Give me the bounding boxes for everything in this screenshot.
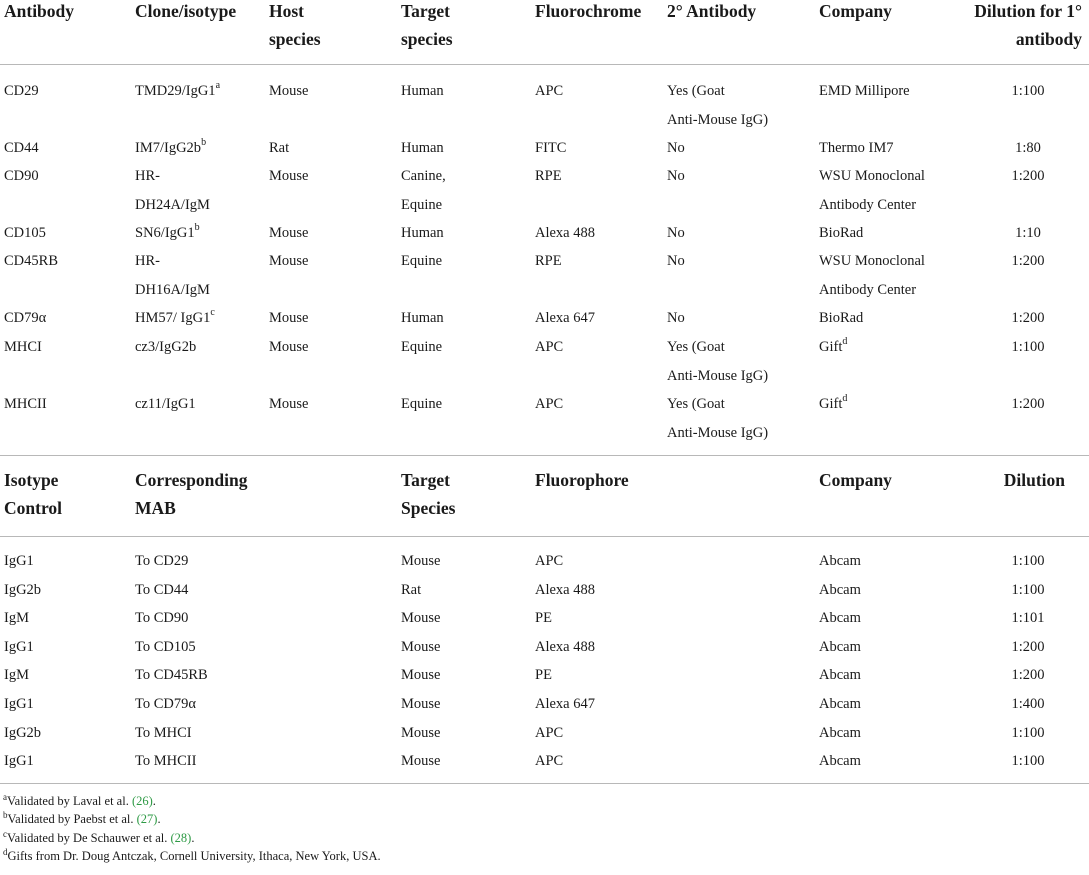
clone-text: HM57/ IgG1 <box>135 310 211 326</box>
clone-text: HR- DH16A/IgM <box>135 253 210 298</box>
footnote-mark: b <box>3 810 8 821</box>
header-isotype-control: Isotype Control <box>4 470 63 518</box>
cell-antibody: CD90 <box>4 168 39 184</box>
cell-antibody: CD29 <box>4 83 39 99</box>
cell-fluorochrome: APC <box>535 83 564 99</box>
cell-target-species: Mouse <box>401 725 441 741</box>
cell-antibody: MHCII <box>4 396 47 412</box>
table-row <box>0 719 1089 747</box>
cell-target-species: Human <box>401 83 444 99</box>
header-corresponding-mab: Corresponding MAB <box>135 470 248 518</box>
cell-target-species: Mouse <box>401 753 441 769</box>
header-company: Company <box>819 1 892 21</box>
cell-dilution: 1:100 <box>1011 582 1045 598</box>
table-row <box>0 604 1089 632</box>
cell-corresponding-mab: To MHCII <box>135 753 197 769</box>
table-row <box>0 162 1089 218</box>
footnote-marker: c <box>210 307 215 319</box>
header-antibody: Antibody <box>4 1 75 21</box>
cell-dilution: 1:100 <box>1011 339 1045 355</box>
cell-company: BioRad <box>819 310 864 326</box>
header-host-species: Host species <box>269 1 321 49</box>
cell-target-species: Mouse <box>401 667 441 683</box>
cell-host-species: Mouse <box>269 310 309 326</box>
cell-isotype-control: IgG1 <box>4 639 34 655</box>
cell-fluorophore: APC <box>535 753 564 769</box>
reference-link[interactable]: (27) <box>136 812 158 827</box>
cell-dilution: 1:200 <box>1011 667 1045 683</box>
cell-target-species: Mouse <box>401 639 441 655</box>
cell-clone-isotype <box>135 77 263 106</box>
table-separator-rule <box>0 455 1089 456</box>
cell-clone-isotype <box>135 162 263 219</box>
cell-dilution: 1:100 <box>1011 553 1045 569</box>
cell-secondary-antibody: No <box>667 225 685 241</box>
cell-fluorochrome: Alexa 647 <box>535 310 595 326</box>
cell-dilution: 1:200 <box>1011 310 1045 326</box>
cell-fluorophore: APC <box>535 553 564 569</box>
cell-company: Gift$^d$ <box>819 336 848 355</box>
cell-secondary-antibody: No <box>667 253 685 269</box>
cell-secondary-antibody: Yes (Goat Anti-Mouse IgG) <box>667 83 769 128</box>
footnote-marker: a <box>215 80 221 92</box>
reference-link[interactable]: (26) <box>131 794 153 808</box>
cell-target-species: Equine <box>401 396 443 412</box>
footnote-marker: b <box>194 222 200 234</box>
footnote-marker: d <box>842 336 848 348</box>
table-row <box>0 77 1089 133</box>
table-row <box>0 690 1089 718</box>
cell-dilution: 1:400 <box>1011 696 1045 712</box>
footnote-text: Validated by Laval et al. <box>7 794 132 808</box>
footnote-mark: d <box>3 847 8 858</box>
header-dilution-primary: Dilution for 1° antibody <box>974 1 1082 49</box>
cell-fluorophore: APC <box>535 725 564 741</box>
cell-company: Gift$^d$ <box>819 393 848 412</box>
cell-corresponding-mab: To CD44 <box>135 582 189 598</box>
cell-company: EMD Millipore <box>819 83 910 99</box>
cell-company: Abcam <box>819 610 861 626</box>
footnote: $^b$Validated by Paebst et al. (27). <box>3 810 161 827</box>
cell-fluorochrome: RPE <box>535 253 562 269</box>
cell-target-species: Mouse <box>401 610 441 626</box>
clone-text: TMD29/IgG1 <box>135 83 216 99</box>
header-clone-isotype: Clone/isotype <box>135 1 237 21</box>
table-bottom-rule <box>0 783 1089 784</box>
cell-fluorophore: PE <box>535 667 552 683</box>
cell-dilution: 1:200 <box>1011 396 1045 412</box>
cell-fluorophore: Alexa 488 <box>535 639 595 655</box>
table1-header-rule <box>0 64 1089 65</box>
cell-isotype-control: IgM <box>4 610 29 626</box>
cell-target-species: Equine <box>401 339 443 355</box>
cell-host-species: Rat <box>269 140 290 156</box>
cell-isotype-control: IgG1 <box>4 553 34 569</box>
cell-dilution: 1:200 <box>1011 639 1045 655</box>
cell-host-species: Mouse <box>269 253 309 269</box>
footnote-text: Gifts from Dr. Doug Antczak, Cornell University, Ithaca, New York, USA. <box>7 849 381 864</box>
cell-company: BioRad <box>819 225 864 241</box>
cell-isotype-control: IgM <box>4 667 29 683</box>
footnote-marker: d <box>842 393 848 405</box>
reference-link[interactable]: (28) <box>170 830 192 845</box>
cell-host-species: Mouse <box>269 83 309 99</box>
cell-host-species: Mouse <box>269 225 309 241</box>
cell-antibody: CD45RB <box>4 253 58 269</box>
cell-isotype-control: IgG1 <box>4 696 34 712</box>
header-fluorochrome: Fluorochrome <box>535 1 642 21</box>
cell-clone-isotype <box>135 390 263 419</box>
cell-company: WSU Monoclonal Antibody Center <box>819 168 925 213</box>
cell-target-species: Canine, Equine <box>401 168 446 213</box>
cell-company: WSU Monoclonal Antibody Center <box>819 253 925 298</box>
cell-dilution: 1:10 <box>1015 225 1041 241</box>
cell-target-species: Rat <box>401 582 422 598</box>
footnote-marker: b <box>201 137 207 149</box>
table2-header-row <box>0 466 1089 526</box>
footnote: $^c$Validated by De Schauwer et al. (28). <box>3 828 195 845</box>
footnote <box>3 847 381 865</box>
footnote-text: Validated by De Schauwer et al. <box>7 830 171 845</box>
cell-company: Abcam <box>819 667 861 683</box>
cell-company: Abcam <box>819 753 861 769</box>
cell-clone-isotype <box>135 333 263 362</box>
cell-fluorochrome: APC <box>535 339 564 355</box>
table-row <box>0 547 1089 575</box>
cell-fluorophore: Alexa 647 <box>535 696 595 712</box>
cell-target-species: Equine <box>401 253 443 269</box>
header-target-species: Target species <box>401 1 453 49</box>
cell-corresponding-mab: To CD29 <box>135 553 189 569</box>
cell-fluorochrome: APC <box>535 396 564 412</box>
clone-text: HR- DH24A/IgM <box>135 168 210 213</box>
cell-company: Abcam <box>819 725 861 741</box>
cell-isotype-control: IgG1 <box>4 753 34 769</box>
cell-corresponding-mab: To CD45RB <box>135 667 208 683</box>
cell-corresponding-mab: To CD90 <box>135 610 189 626</box>
clone-text: IM7/IgG2b <box>135 140 202 156</box>
cell-company: Abcam <box>819 696 861 712</box>
clone-text: cz11/IgG1 <box>135 396 196 412</box>
cell-company: Thermo IM7 <box>819 140 894 156</box>
cell-antibody: CD44 <box>4 140 39 156</box>
cell-secondary-antibody: Yes (Goat Anti-Mouse IgG) <box>667 339 769 384</box>
cell-antibody: CD79α <box>4 310 47 326</box>
table1-header-row <box>0 0 1089 60</box>
cell-antibody: CD105 <box>4 225 46 241</box>
cell-host-species: Mouse <box>269 168 309 184</box>
cell-company: Abcam <box>819 582 861 598</box>
cell-fluorochrome: Alexa 488 <box>535 225 595 241</box>
header-fluorophore: Fluorophore <box>535 470 629 490</box>
cell-corresponding-mab: To CD79α <box>135 696 196 712</box>
cell-company: Abcam <box>819 639 861 655</box>
cell-dilution: 1:80 <box>1015 140 1041 156</box>
header-dilution: Dilution <box>1003 470 1065 490</box>
cell-corresponding-mab: To CD105 <box>135 639 196 655</box>
cell-target-species: Mouse <box>401 553 441 569</box>
cell-clone-isotype <box>135 134 263 163</box>
table-row <box>0 747 1089 775</box>
cell-fluorophore: PE <box>535 610 552 626</box>
table-row <box>0 661 1089 689</box>
cell-corresponding-mab: To MHCI <box>135 725 192 741</box>
cell-isotype-control: IgG2b <box>4 725 42 741</box>
footnote: $^a$Validated by Laval et al. (26). <box>3 791 156 808</box>
cell-secondary-antibody: No <box>667 140 685 156</box>
cell-clone-isotype <box>135 304 263 333</box>
cell-target-species: Human <box>401 140 444 156</box>
cell-dilution: 1:200 <box>1011 168 1045 184</box>
clone-text: SN6/IgG1 <box>135 225 195 241</box>
cell-isotype-control: IgG2b <box>4 582 42 598</box>
cell-clone-isotype <box>135 247 263 304</box>
cell-antibody: MHCI <box>4 339 42 355</box>
cell-dilution: 1:100 <box>1011 753 1045 769</box>
cell-company: Abcam <box>819 553 861 569</box>
cell-host-species: Mouse <box>269 339 309 355</box>
cell-target-species: Human <box>401 225 444 241</box>
table-row <box>0 633 1089 661</box>
footnotes <box>3 792 381 866</box>
cell-secondary-antibody: No <box>667 168 685 184</box>
cell-clone-isotype <box>135 219 263 248</box>
cell-host-species: Mouse <box>269 396 309 412</box>
header-secondary-antibody: 2° Antibody <box>667 1 757 21</box>
table2-header-rule <box>0 536 1089 537</box>
clone-text: cz3/IgG2b <box>135 339 197 355</box>
cell-fluorochrome: RPE <box>535 168 562 184</box>
table-row <box>0 390 1089 446</box>
cell-fluorophore: Alexa 488 <box>535 582 595 598</box>
cell-dilution: 1:101 <box>1011 610 1045 626</box>
table-row <box>0 247 1089 303</box>
cell-target-species: Human <box>401 310 444 326</box>
cell-fluorochrome: FITC <box>535 140 567 156</box>
header-company-2: Company <box>819 470 892 490</box>
cell-secondary-antibody: Yes (Goat Anti-Mouse IgG) <box>667 396 769 441</box>
footnote-text: Validated by Paebst et al. <box>7 812 137 827</box>
footnote-mark: a <box>3 791 7 802</box>
cell-dilution: 1:100 <box>1011 725 1045 741</box>
cell-secondary-antibody: No <box>667 310 685 326</box>
table-row <box>0 333 1089 389</box>
header-target-species-2: Target Species <box>401 470 456 518</box>
cell-target-species: Mouse <box>401 696 441 712</box>
footnote-mark: c <box>3 828 7 839</box>
table-row <box>0 576 1089 604</box>
cell-dilution: 1:100 <box>1011 83 1045 99</box>
cell-dilution: 1:200 <box>1011 253 1045 269</box>
